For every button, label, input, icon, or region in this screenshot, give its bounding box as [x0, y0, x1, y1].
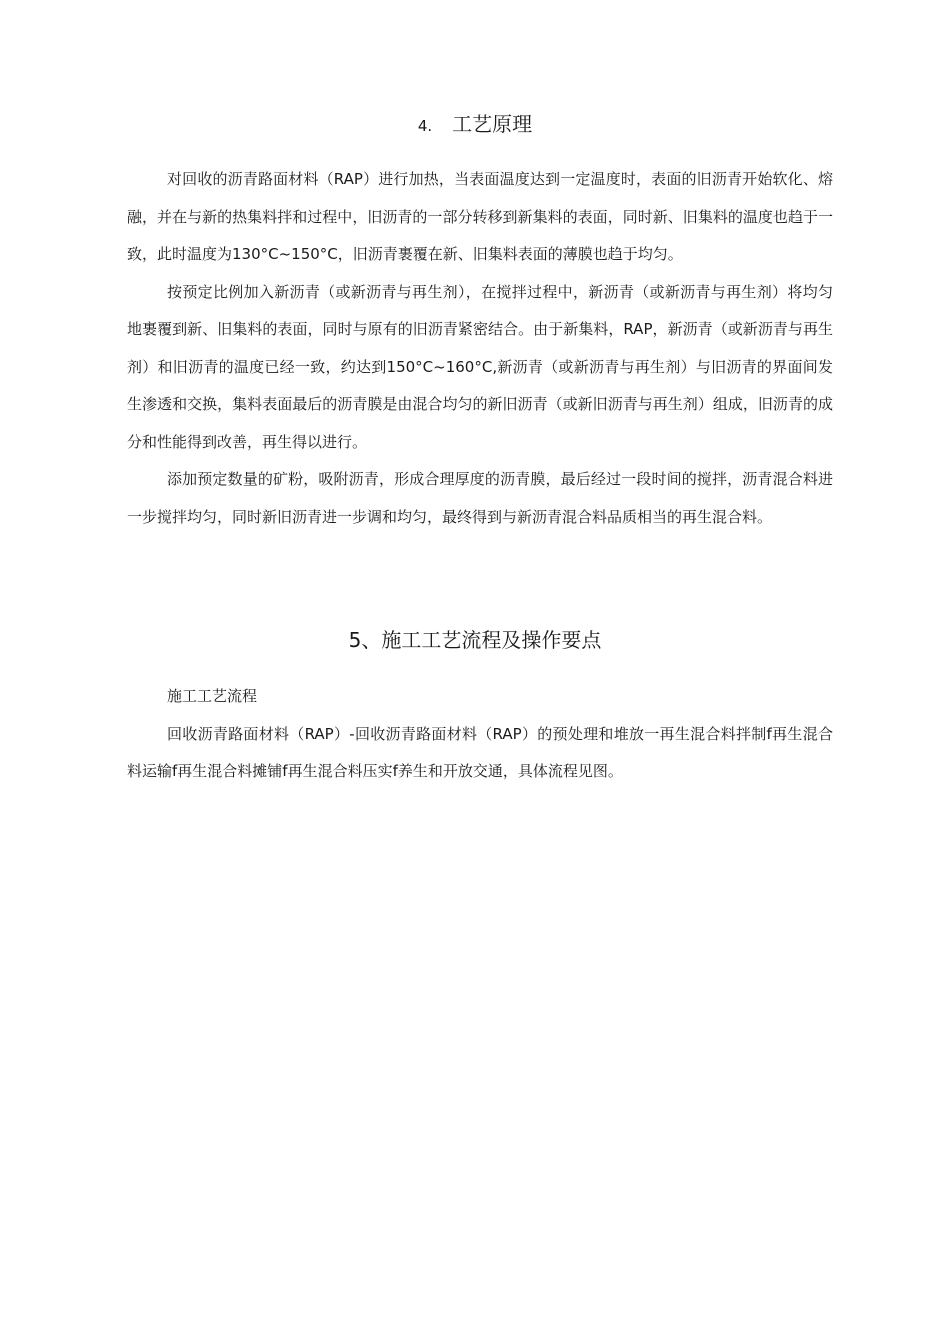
section-4-body [127, 161, 833, 536]
section-5-body [127, 678, 833, 791]
section-5-heading: 5、施工工艺流程及操作要点 [348, 628, 602, 652]
section-4-heading [0, 110, 950, 140]
section-4-paragraph-1: 对回收的沥青路面材料（RAP）进行加热，当表面温度达到一定温度时，表面的旧沥青开始软化、熔融，并在与新的热集料拌和过程中，旧沥青的一部分转移到新集料的表面，同时新、旧集料的温度也趋于一致，此时温度为130°C~150°C，旧沥青裹覆在新、旧集料表面的薄膜也趋于均匀。 [127, 170, 833, 263]
section-4-number: 4. [417, 117, 433, 135]
section-4-title: 工艺原理 [452, 112, 533, 136]
section-5-paragraph: 回收沥青路面材料（RAP）-回收沥青路面材料（RAP）的预处理和堆放一再生混合料拌制f再生混合料运输f再生混合料摊铺f再生混合料压实f养生和开放交通，具体流程见图。 [127, 724, 833, 780]
section-5-subheading: 施工工艺流程 [167, 687, 258, 705]
section-4-paragraph-3: 添加预定数量的矿粉，吸附沥青，形成合理厚度的沥青膜，最后经过一段时间的搅拌，沥青混合料进一步搅拌均匀，同时新旧沥青进一步调和均匀，最终得到与新沥青混合料品质相当的再生混合料。 [127, 470, 833, 526]
section-4-paragraph-2: 按预定比例加入新沥青（或新沥青与再生剂），在搅拌过程中，新沥青（或新沥青与再生剂）将均匀地裹覆到新、旧集料的表面，同时与原有的旧沥青紧密结合。由于新集料，RAP，新沥青（或新沥青与再生剂）和旧沥青的温度已经一致，约达到150°C~160°C,新沥青（或新沥青与再生剂）与旧沥青的界面间发生渗透和交换，集料表面最后的沥青膜是由混合均匀的新旧沥青（或新旧沥青与再生剂）组成，旧沥青的成分和性能得到改善，再生得以进行。 [127, 282, 833, 451]
